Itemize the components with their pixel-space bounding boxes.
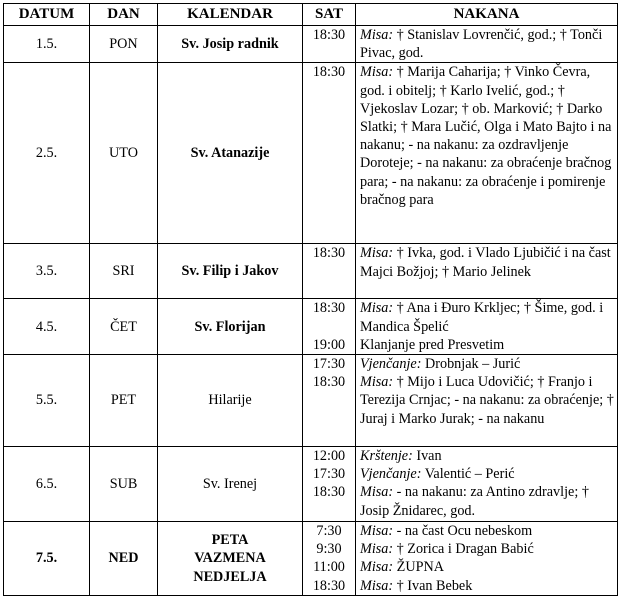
cell-sat — [303, 299, 356, 355]
entry-text: Drobnjak – Jurić — [421, 356, 521, 373]
time-value: 18:30 — [312, 245, 346, 262]
intention-entry — [360, 244, 615, 280]
entry-text: Ivan — [412, 448, 442, 465]
intention-entry — [360, 522, 615, 540]
entry-label: Misa: — [360, 484, 394, 501]
entry-text: † Stanislav Lovrenčić, god.; † Tonči Pivac, god. — [360, 27, 603, 62]
entry-text: - na čast Ocu nebeskom — [393, 523, 533, 540]
entry-label: Misa: — [360, 27, 394, 43]
time-value: 9:30 — [316, 541, 342, 558]
intention-entry — [360, 26, 615, 62]
entry-text: Valentić – Perić — [421, 466, 515, 483]
cell-datum: 2.5. — [4, 63, 90, 244]
cell-datum: 4.5. — [4, 299, 90, 355]
cell-nakana — [356, 63, 618, 244]
table-row — [4, 244, 618, 299]
time-value: 18:30 — [312, 374, 346, 391]
header-datum: DATUM — [4, 4, 90, 26]
time-value: 12:00 — [312, 448, 346, 465]
table-row — [4, 299, 618, 355]
cell-nakana — [356, 299, 618, 355]
intention-entry — [360, 373, 615, 428]
time-value: 18:30 — [312, 484, 346, 501]
intention-entry — [360, 447, 615, 465]
entry-text: † Ivka, god. i Vlado Ljubičić i na čast Majci Božjoj; † Mario Jelinek — [360, 245, 611, 280]
cell-dan: NED — [90, 522, 158, 596]
table-row — [4, 522, 618, 596]
time-value: 18:30 — [312, 577, 346, 594]
time-value: 11:00 — [313, 559, 345, 576]
cell-dan: PET — [90, 355, 158, 447]
cell-kalendar: Sv. Atanazije — [158, 63, 303, 244]
cell-nakana — [356, 244, 618, 299]
cell-kalendar: Sv. Irenej — [158, 447, 303, 522]
intention-entry — [360, 336, 615, 354]
intention-entry — [360, 577, 615, 595]
cell-kalendar: PETA VAZMENA NEDJELJA — [158, 522, 303, 596]
entry-text: Klanjanje pred Presvetim — [360, 336, 505, 353]
entry-label: Misa: — [360, 245, 394, 262]
entry-label: Vjenčanje: — [360, 466, 422, 483]
intention-entry — [360, 299, 615, 335]
intention-entry — [360, 63, 615, 209]
intention-entry — [360, 558, 615, 576]
cell-datum: 7.5. — [4, 522, 90, 596]
header-sat: SAT — [303, 4, 356, 26]
cell-sat — [303, 522, 356, 596]
intention-entry — [360, 540, 615, 558]
entry-text: † Ana i Đuro Krkljec; † Šime, god. i Mandica Špelić — [360, 300, 604, 335]
time-value: 17:30 — [312, 466, 346, 483]
header-row — [4, 4, 618, 26]
header-kalendar: KALENDAR — [158, 4, 303, 26]
cell-datum: 1.5. — [4, 26, 90, 63]
cell-datum: 5.5. — [4, 355, 90, 447]
cell-nakana — [356, 522, 618, 596]
entry-text: - na nakanu: za Antino zdravlje; † Josip Žnidarec, god. — [360, 484, 589, 519]
time-value: 7:30 — [316, 523, 342, 540]
entry-label: Misa: — [360, 523, 394, 540]
table-row — [4, 26, 618, 63]
time-value: 19:00 — [312, 336, 346, 353]
entry-text: † Ivan Bebek — [393, 577, 473, 594]
time-value: 18:30 — [312, 64, 346, 81]
entry-label: Krštenje: — [360, 448, 413, 465]
entry-label: Misa: — [360, 541, 394, 558]
entry-text: † Marija Caharija; † Vinko Čevra, god. i obitelj; † Karlo Ivelić, god.; † Vjekoslav Lozar; † ob. Marković; † Darko Slatki; † Mara Lučić, Olga i Mato Bajto i na nakanu; - na nakanu: za ozdravljenje Doroteje; - na nakanu: za obraćenje bračnog para; - na nakanu: za obraćenje i pomirenje bračnog para — [360, 64, 612, 208]
entry-text: † Mijo i Luca Udovičić; † Franjo i Terezija Crnjac; - na nakanu: za obraćenje; † Juraj i Marko Jurak; - na nakanu — [360, 374, 614, 427]
cell-sat — [303, 63, 356, 244]
intention-entry — [360, 465, 615, 483]
cell-nakana — [356, 26, 618, 63]
cell-dan: ČET — [90, 299, 158, 355]
cell-nakana — [356, 355, 618, 447]
entry-text: † Zorica i Dragan Babić — [393, 541, 534, 558]
time-value: 18:30 — [312, 27, 346, 43]
table-row — [4, 355, 618, 447]
time-value: 18:30 — [312, 300, 346, 317]
cell-datum: 6.5. — [4, 447, 90, 522]
cell-kalendar: Sv. Filip i Jakov — [158, 244, 303, 299]
entry-label: Misa: — [360, 577, 394, 594]
entry-label: Vjenčanje: — [360, 356, 422, 373]
header-dan: DAN — [90, 4, 158, 26]
cell-kalendar: Sv. Florijan — [158, 299, 303, 355]
entry-label: Misa: — [360, 300, 394, 317]
cell-kalendar: Sv. Josip radnik — [158, 26, 303, 63]
cell-sat — [303, 447, 356, 522]
table-row — [4, 63, 618, 244]
cell-dan: SRI — [90, 244, 158, 299]
table-row — [4, 447, 618, 522]
entry-text: ŽUPNA — [393, 559, 444, 576]
cell-sat — [303, 26, 356, 63]
entry-label: Misa: — [360, 559, 394, 576]
intention-entry — [360, 483, 615, 519]
time-value — [303, 318, 355, 336]
cell-sat — [303, 355, 356, 447]
intention-entry — [360, 355, 615, 373]
cell-nakana — [356, 447, 618, 522]
entry-label: Misa: — [360, 374, 394, 391]
schedule-table — [3, 3, 618, 596]
cell-dan: SUB — [90, 447, 158, 522]
cell-kalendar: Hilarije — [158, 355, 303, 447]
cell-datum: 3.5. — [4, 244, 90, 299]
time-value: 17:30 — [312, 356, 346, 373]
cell-sat — [303, 244, 356, 299]
entry-label: Misa: — [360, 64, 394, 81]
header-nakana: NAKANA — [356, 4, 618, 26]
cell-dan: PON — [90, 26, 158, 63]
cell-dan: UTO — [90, 63, 158, 244]
